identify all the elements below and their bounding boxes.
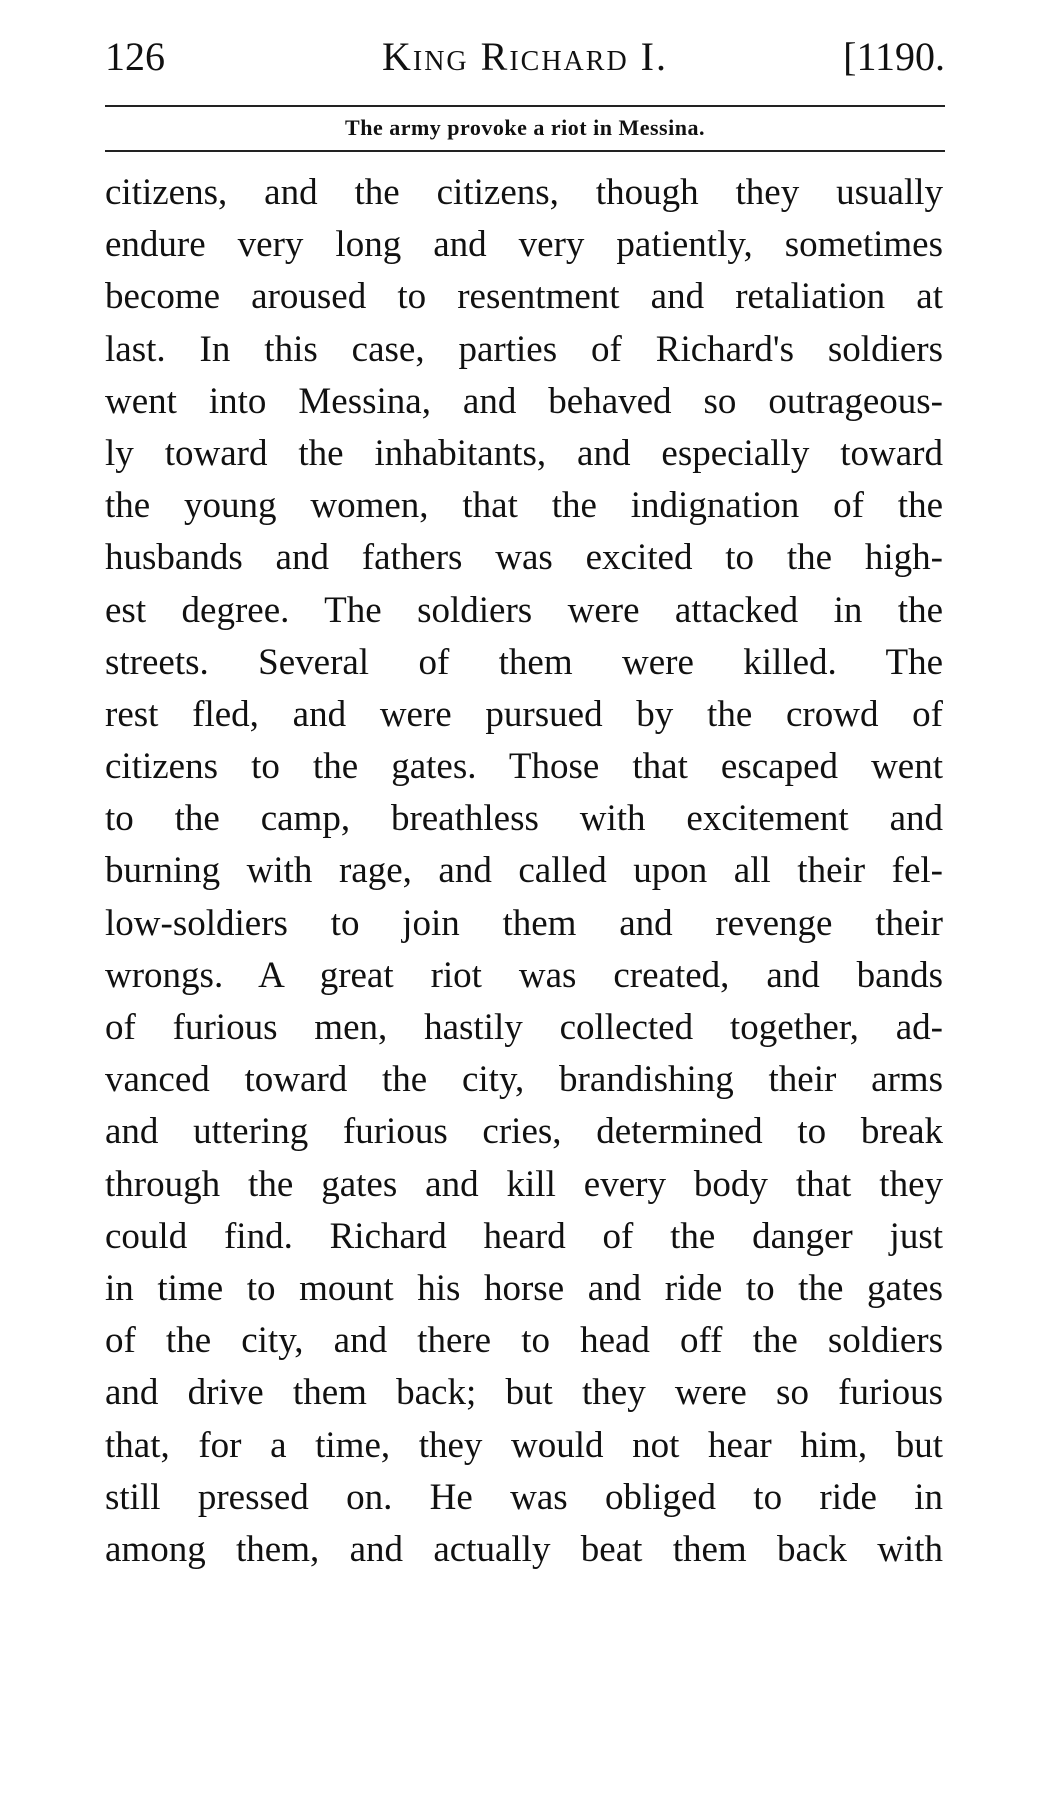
- text-line: through the gates and kill every body that they: [105, 1163, 943, 1205]
- text-line: ly toward the inhabitants, and especially toward: [105, 432, 943, 474]
- text-line: could find. Richard heard of the danger just: [105, 1215, 943, 1257]
- running-title: King Richard I.: [382, 34, 668, 79]
- text-line: of the city, and there to head off the soldiers: [105, 1320, 943, 1362]
- page-number: 126: [105, 34, 165, 79]
- text-line: burning with rage, and called upon all their fel-: [105, 850, 943, 892]
- header-rule-bottom: [105, 150, 945, 152]
- body-text: [105, 167, 943, 1576]
- text-line: rest fled, and were pursued by the crowd of: [105, 693, 943, 735]
- text-line: among them, and actually beat them back with: [105, 1528, 943, 1570]
- text-line: to the camp, breathless with excitement and: [105, 798, 943, 840]
- header-rule-top: [105, 105, 945, 107]
- text-line: and uttering furious cries, determined to break: [105, 1111, 943, 1153]
- text-line: citizens to the gates. Those that escaped went: [105, 746, 943, 788]
- text-line: citizens, and the citizens, though they usually: [105, 172, 943, 213]
- text-line: went into Messina, and behaved so outrageous-: [105, 380, 943, 422]
- text-line: in time to mount his horse and ride to the gates: [105, 1267, 943, 1309]
- text-line: streets. Several of them were killed. The: [105, 641, 943, 683]
- text-line: of furious men, hastily collected together, ad-: [105, 1007, 943, 1048]
- text-line: est degree. The soldiers were attacked in the: [105, 589, 943, 631]
- text-line: last. In this case, parties of Richard's soldiers: [105, 328, 943, 370]
- text-line: vanced toward the city, brandishing their arms: [105, 1059, 943, 1101]
- text-line: the young women, that the indignation of the: [105, 485, 943, 527]
- text-line: endure very long and very patiently, sometimes: [105, 224, 943, 266]
- text-line: husbands and fathers was excited to the high-: [105, 537, 943, 579]
- text-line: still pressed on. He was obliged to ride in: [105, 1476, 943, 1518]
- header-date: [1190.: [843, 34, 945, 79]
- text-line: wrongs. A great riot was created, and bands: [105, 954, 943, 996]
- running-header: [105, 32, 945, 82]
- text-line: become aroused to resentment and retaliation at: [105, 276, 943, 318]
- text-line: and drive them back; but they were so furious: [105, 1372, 943, 1414]
- page-subheading: The army provoke a riot in Messina.: [345, 115, 705, 140]
- text-line: low-soldiers to join them and revenge their: [105, 902, 943, 944]
- text-line: that, for a time, they would not hear him, but: [105, 1424, 943, 1466]
